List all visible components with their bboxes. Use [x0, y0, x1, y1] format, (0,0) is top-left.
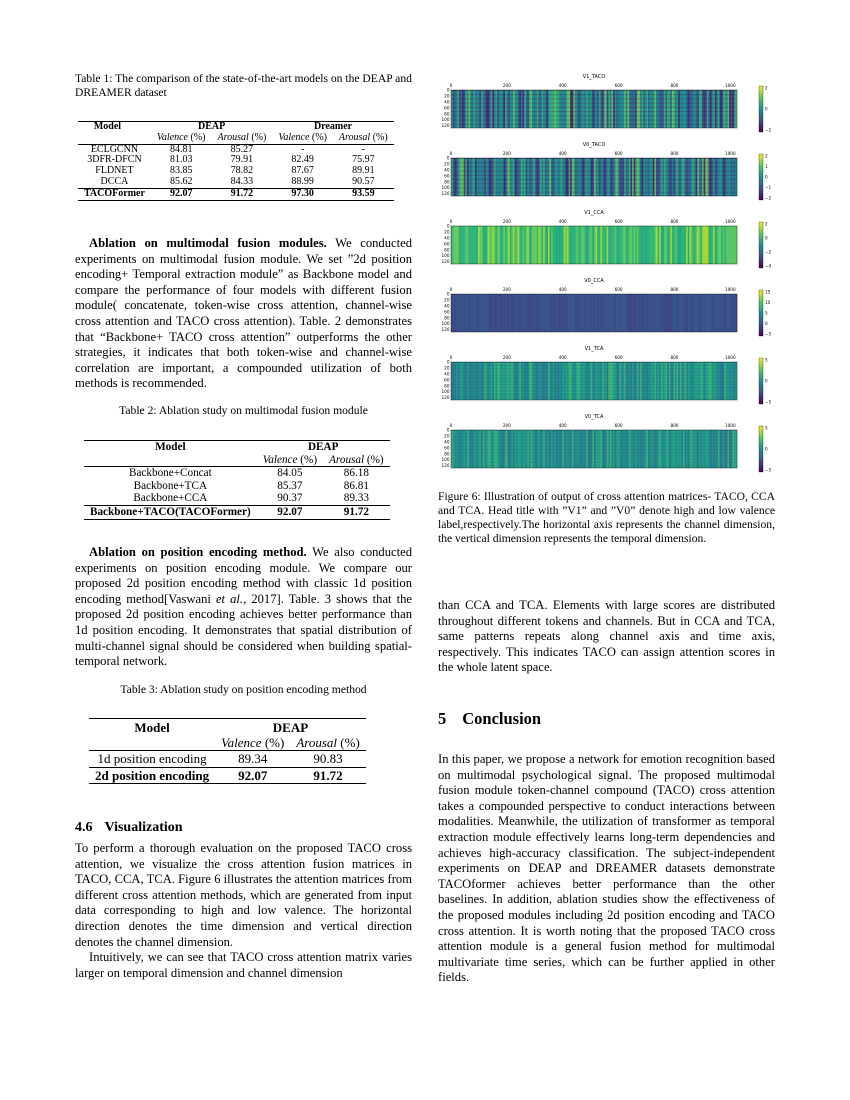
x-tick-label: 600	[614, 423, 623, 428]
x-tick-label: 1000	[724, 423, 736, 428]
table-row: Backbone+TCA 85.37 86.81	[133, 479, 369, 492]
heatmap-stripes	[451, 90, 737, 128]
y-tick-label: 80	[444, 111, 450, 117]
table-row: Backbone+Concat 84.05 86.18	[84, 467, 390, 480]
heatmap-stripes	[451, 294, 737, 332]
ablation-fusion-title: Ablation on multimodal fusion modules.	[89, 236, 327, 250]
section-4-6-para2: Intuitively, we can see that TACO cross attention matrix varies larger on temporal dimension and channel dimension	[75, 950, 412, 980]
table1-sub-arousal-dreamer: Arousal (%)	[338, 131, 388, 143]
table3	[89, 718, 366, 784]
ablation-position-body-1: We also conducted experiments on position encoding module. We compare our proposed 2d position encoding method with classic 1d position encoding method[Vaswani	[75, 545, 413, 606]
table-row: 1d position encoding 89.34 90.83	[89, 751, 366, 767]
y-tick-label: 0	[446, 87, 450, 93]
heatmap-panel	[442, 278, 772, 337]
ablation-position-title: Ablation on position encoding method.	[89, 545, 307, 559]
x-tick-label: 600	[614, 151, 623, 156]
y-tick-label: 120	[441, 327, 450, 333]
section-4-6-para1: To perform a thorough evaluation on the proposed TACO cross attention, we visualize the cross attention fusion matrices in TACO, CCA, TCA. Figure 6 illustrates the attention matrices from different cross attention methods, which are generated from input data corresponding to high and low valence. The horizontal direction denotes the time dimension and vertical direction denotes the channel dimension.	[75, 841, 412, 949]
y-tick-label: 0	[446, 223, 450, 229]
colorbar-tick-label: −2	[765, 127, 772, 133]
ablation-position-paragraph	[75, 545, 412, 670]
x-tick-label: 200	[502, 219, 511, 224]
colorbar-tick-label: 0	[765, 321, 768, 326]
y-tick-label: 80	[444, 179, 450, 185]
y-tick-label: 40	[444, 167, 450, 173]
y-tick-label: 80	[444, 315, 450, 321]
section-4-6-number: 4.6	[75, 820, 93, 835]
x-tick-label: 400	[558, 355, 567, 360]
x-tick-label: 0	[449, 151, 453, 156]
y-tick-label: 120	[441, 259, 450, 265]
conclusion-paragraph: In this paper, we propose a network for emotion recognition based on multimodal psychological signal. The proposed multimodal fusion module token-channel compound (TACO) cross attention takes a compounded perspective to conduct interactions between modalities. Meanwhile, the utilization of transformer as temporal extraction module effectively learns long-term dependencies and achieves high-accuracy classification. The subject-independent experiments on DEAP and DREAMER datasets demonstrate TACOformer achieves better performance than the other baselines. In addition, ablation studies show the effectiveness of the proposed modules including 2d position encoding and TACO cross attention. It is worth noting that the proposed TACO cross attention module is a general fusion method for multimodal multivariate time series, which can be further applied in other fields.	[438, 752, 775, 985]
right-column-paragraph: than CCA and TCA. Elements with large scores are distributed throughout different tokens and channels. But in CCA and TCA, same patterns repeats along channel axis and time axis, respectively. This indicates TACO can assign attention scores in the whole latent space.	[438, 598, 775, 675]
x-tick-label: 800	[670, 423, 679, 428]
x-tick-label: 1000	[724, 83, 736, 88]
table-row: 3DFR-DFCN 81.03 79.91 82.49 75.97	[87, 154, 375, 166]
heatmap-panel	[442, 414, 772, 473]
y-tick-label: 60	[444, 309, 450, 315]
x-tick-label: 200	[502, 287, 511, 292]
table1-sub-valence-dreamer: Valence (%)	[278, 131, 327, 143]
x-tick-label: 400	[558, 219, 567, 224]
x-tick-label: 800	[670, 83, 679, 88]
y-tick-label: 20	[444, 365, 450, 371]
colorbar-tick-label: 2	[765, 153, 768, 159]
table3-sub-valence: Valence (%)	[221, 735, 285, 751]
y-tick-label: 60	[444, 377, 450, 383]
y-tick-label: 20	[444, 433, 450, 439]
table3-caption: Table 3: Ablation study on position encoding method	[120, 683, 367, 696]
y-tick-label: 80	[444, 247, 450, 253]
y-tick-label: 80	[444, 383, 450, 389]
colorbar-tick-label: 5	[765, 357, 768, 363]
table2-sub-valence: Valence (%)	[262, 453, 318, 466]
table-row: TACOFormer 92.07 91.72 97.30 93.59	[78, 188, 394, 200]
x-tick-label: 800	[670, 219, 679, 224]
x-tick-label: 600	[614, 219, 623, 224]
y-tick-label: 40	[444, 235, 450, 241]
y-tick-label: 40	[444, 439, 450, 445]
y-tick-label: 120	[441, 191, 450, 197]
heatmap-panel-title: V0_CCA	[584, 278, 604, 284]
heatmap-panel-title: V0_TCA	[584, 414, 604, 420]
table2-sub-arousal: Arousal (%)	[329, 453, 384, 466]
y-tick-label: 20	[444, 229, 450, 235]
colorbar-tick-label: −1	[765, 185, 772, 190]
colorbar-tick-label: −2	[765, 249, 772, 255]
x-tick-label: 0	[449, 355, 453, 360]
colorbar-tick-label: 5	[765, 425, 768, 431]
x-tick-label: 400	[558, 83, 567, 88]
figure6-caption: Figure 6: Illustration of output of cross attention matrices- TACO, CCA and TCA. Head title with ”V1” and ”V0” denote high and low valence label,respectively.The horizontal axis represents the channel dimension, the vertical dimension represents the temporal dimension.	[438, 490, 775, 545]
y-tick-label: 120	[441, 123, 450, 129]
table-row: ECLGCNN 84.81 85.27 - -	[78, 144, 394, 155]
colorbar-tick-label: −2	[765, 195, 772, 201]
x-tick-label: 1000	[724, 151, 736, 156]
y-tick-label: 40	[444, 99, 450, 105]
y-tick-label: 0	[446, 291, 450, 297]
y-tick-label: 60	[444, 105, 450, 111]
table-row: FLDNET 83.85 78.82 87.67 89.91	[95, 165, 375, 177]
x-tick-label: 600	[614, 287, 623, 292]
y-tick-label: 20	[444, 93, 450, 99]
table2-header-deap: DEAP	[307, 441, 339, 453]
x-tick-label: 600	[614, 83, 623, 88]
x-tick-label: 1000	[724, 219, 736, 224]
ablation-fusion-paragraph	[75, 236, 412, 392]
y-tick-label: 120	[441, 395, 450, 401]
heatmap-panel-title: V0_TACO	[582, 142, 606, 148]
section-4-6-title: Visualization	[104, 820, 183, 835]
colorbar-tick-label: 2	[765, 85, 768, 91]
y-tick-label: 100	[441, 457, 450, 463]
x-tick-label: 0	[449, 423, 453, 428]
table1-header-deap: DEAP	[197, 121, 226, 132]
heatmap-panel	[442, 210, 772, 269]
section-5-title: Conclusion	[462, 709, 542, 728]
ablation-position-body-2: , 2017]. Table. 3 shows that the proposed 2d position encoding achieves better performance than 1d position encoding. It demonstrates that spatial distribution of multi-channel signal should be considered when building spatial-temporal network.	[75, 591, 413, 669]
table-row: 2d position encoding 92.07 91.72	[89, 767, 366, 783]
x-tick-label: 800	[670, 355, 679, 360]
heatmap-panel	[442, 346, 772, 405]
colorbar	[759, 426, 763, 472]
y-tick-label: 40	[444, 371, 450, 377]
y-tick-label: 60	[444, 241, 450, 247]
heatmap-panel-title: V1_CCA	[584, 210, 604, 216]
table3-sub-arousal: Arousal (%)	[296, 735, 360, 751]
x-tick-label: 800	[670, 151, 679, 156]
colorbar-tick-label: −5	[765, 467, 772, 473]
colorbar	[759, 222, 763, 268]
heatmap-panel	[442, 74, 772, 133]
colorbar-tick-label: 15	[765, 289, 771, 295]
heatmap-stripes	[451, 362, 737, 400]
table2-caption: Table 2: Ablation study on multimodal fusion module	[119, 404, 368, 417]
table1-header-dreamer: Dreamer	[313, 121, 353, 132]
section-4-6-heading	[75, 820, 183, 836]
x-tick-label: 200	[502, 355, 511, 360]
x-tick-label: 800	[670, 287, 679, 292]
y-tick-label: 20	[444, 297, 450, 303]
x-tick-label: 400	[558, 423, 567, 428]
colorbar-tick-label: 5	[765, 310, 768, 316]
table1-sub-valence-deap: Valence (%)	[156, 131, 206, 143]
x-tick-label: 400	[558, 287, 567, 292]
x-tick-label: 1000	[724, 287, 736, 292]
heatmap-panel-title: V1_TCA	[584, 346, 604, 352]
table-row: DCCA 85.62 84.33 88.99 90.57	[100, 175, 375, 187]
x-tick-label: 0	[449, 83, 453, 88]
x-tick-label: 200	[502, 83, 511, 88]
x-tick-label: 0	[449, 219, 453, 224]
heatmap-stripes	[451, 158, 737, 196]
x-tick-label: 600	[614, 355, 623, 360]
table2	[84, 440, 390, 520]
y-tick-label: 60	[444, 445, 450, 451]
colorbar-tick-label: 2	[765, 221, 768, 227]
table1-caption: Table 1: The comparison of the state-of-the-art models on the DEAP and DREAMER dataset	[75, 72, 412, 99]
colorbar-tick-label: 0	[765, 106, 768, 112]
colorbar-tick-label: 0	[765, 378, 768, 384]
y-tick-label: 100	[441, 389, 450, 395]
colorbar	[759, 86, 763, 132]
x-tick-label: 0	[449, 287, 453, 292]
colorbar-tick-label: 10	[765, 300, 771, 305]
y-tick-label: 100	[441, 253, 450, 259]
x-tick-label: 200	[502, 151, 511, 156]
x-tick-label: 400	[558, 151, 567, 156]
y-tick-label: 120	[441, 463, 450, 469]
ablation-fusion-body: We conducted experiments on multimodal fusion module. We set ”2d position encoding+ Temporal extraction module” as Backbone model and compare the performance of four models with different fusion module( concatenate, token-wise cross attention, channel-wise cross attention and TACO cross attention). Table. 2 demonstrates that “Backbone+ TACO cross attention” outperforms the other strategies, it indicates that both token-wise and channel-wise correlation are important, a compounded utilization of both methods is recommended.	[75, 236, 412, 391]
y-tick-label: 60	[444, 173, 450, 179]
colorbar	[759, 358, 763, 404]
y-tick-label: 40	[444, 303, 450, 309]
y-tick-label: 0	[446, 155, 450, 161]
table-row: Backbone+CCA 90.37 89.33	[133, 492, 369, 505]
colorbar	[759, 290, 763, 336]
table1-header-model: Model	[93, 121, 122, 132]
colorbar-tick-label: 0	[765, 446, 768, 452]
table-row: Backbone+TACO(TACOFormer) 92.07 91.72	[84, 505, 390, 519]
table2-header-model: Model	[155, 441, 186, 453]
heatmap-stripes	[451, 226, 737, 264]
table1	[78, 121, 394, 201]
y-tick-label: 100	[441, 185, 450, 191]
y-tick-label: 20	[444, 161, 450, 167]
colorbar-tick-label: −5	[765, 399, 772, 405]
table1-sub-arousal-deap: Arousal (%)	[217, 131, 267, 143]
section-5-heading	[438, 709, 541, 729]
y-tick-label: 80	[444, 451, 450, 457]
ablation-position-etal: et al.	[215, 591, 244, 606]
figure6-heatmaps	[437, 74, 777, 482]
table3-header-model: Model	[134, 720, 170, 735]
heatmap-panel-title: V1_TACO	[582, 74, 606, 80]
colorbar	[759, 154, 763, 200]
colorbar-tick-label: 1	[765, 164, 768, 169]
y-tick-label: 0	[446, 359, 450, 365]
x-tick-label: 200	[502, 423, 511, 428]
x-tick-label: 1000	[724, 355, 736, 360]
y-tick-label: 100	[441, 117, 450, 123]
colorbar-tick-label: −5	[765, 331, 772, 337]
y-tick-label: 0	[446, 427, 450, 433]
section-5-number: 5	[438, 709, 447, 728]
colorbar-tick-label: 0	[765, 235, 768, 241]
colorbar-tick-label: −4	[765, 263, 772, 269]
y-tick-label: 100	[441, 321, 450, 327]
table3-header-deap: DEAP	[272, 720, 309, 735]
colorbar-tick-label: 0	[765, 174, 768, 180]
heatmap-stripes	[451, 430, 737, 468]
heatmap-panel	[442, 142, 772, 201]
